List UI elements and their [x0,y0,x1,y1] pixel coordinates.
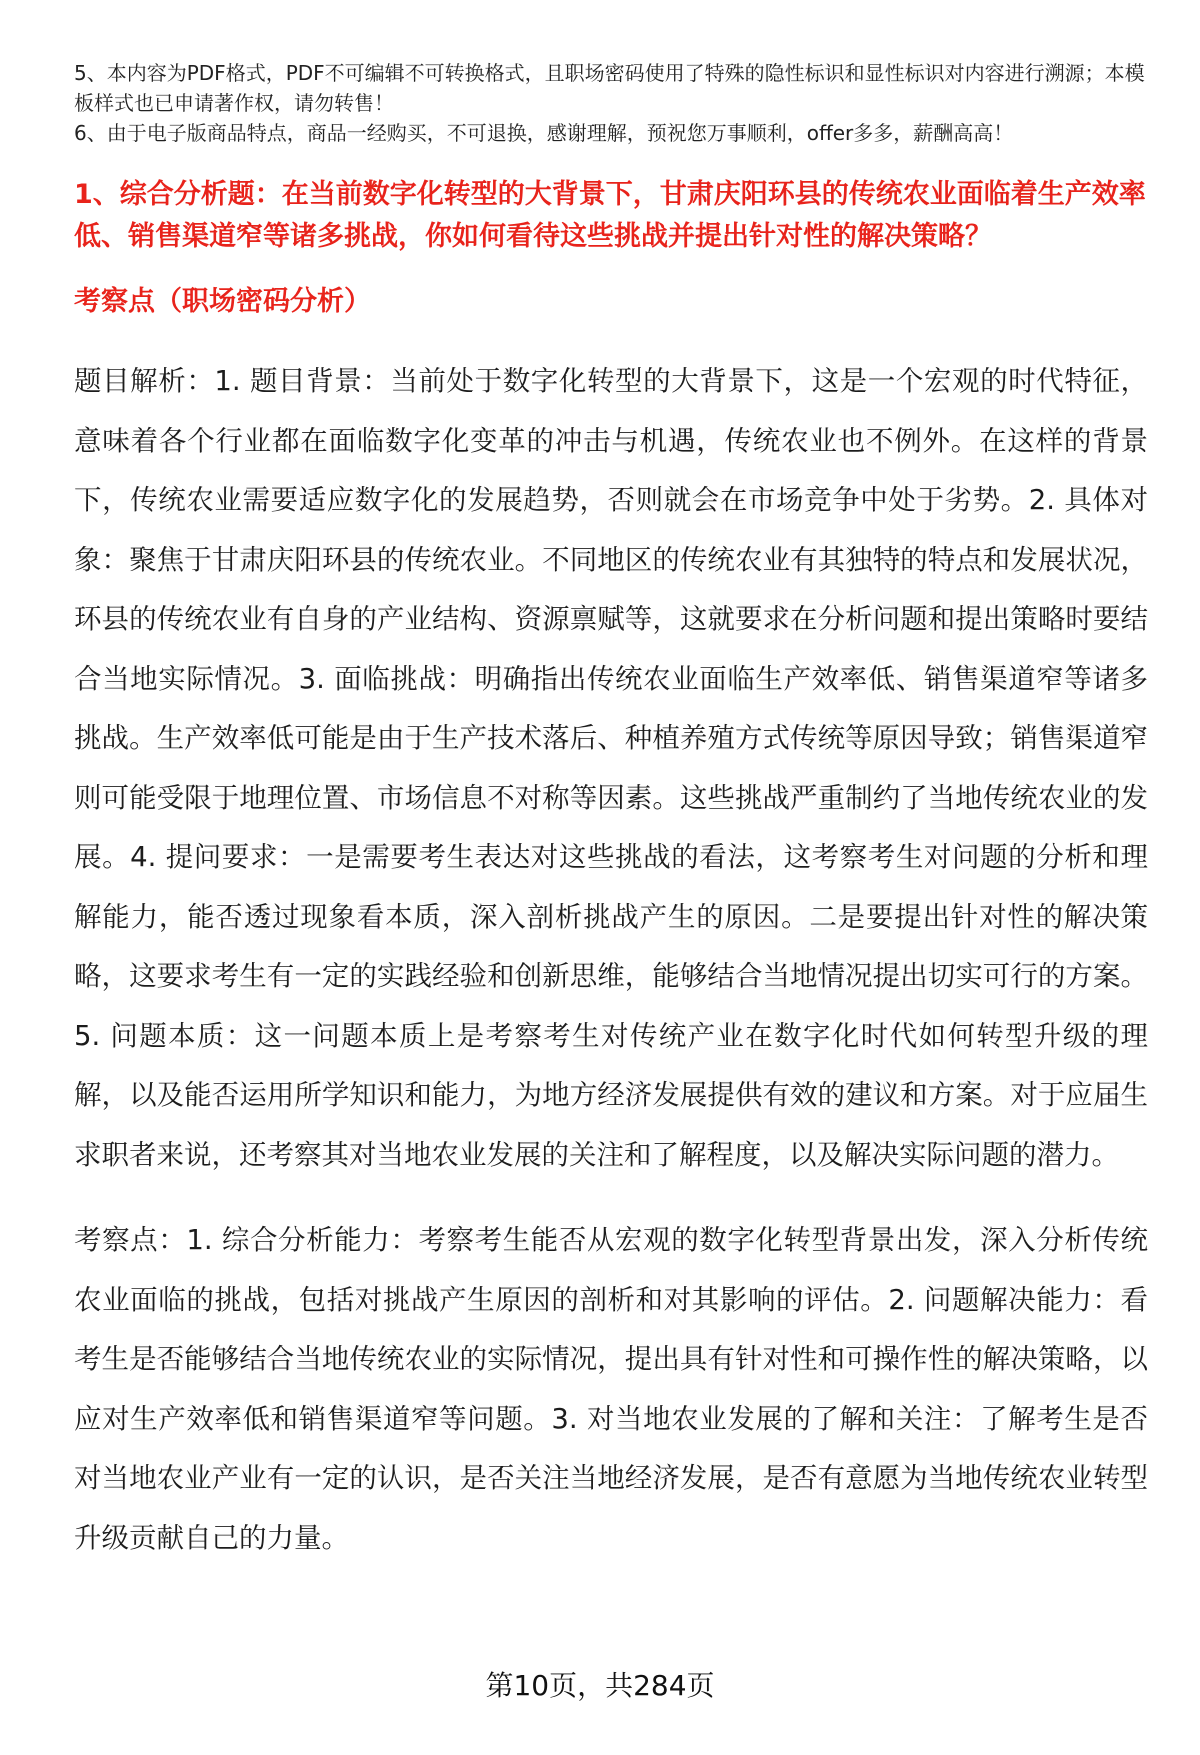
points-paragraph: 考察点：1. 综合分析能力：考察考生能否从宏观的数字化转型背景出发，深入分析传统农业面临的挑战，包括对挑战产生原因的剖析和对其影响的评估。2. 问题解决能力：看考生是否能够结合当地传统农业的实际情况，提出具有针对性和可操作性的解决策略，以应对生产效率低和销售渠道窄等问题。3. 对当地农业发展的了解和关注：了解考生是否对当地农业产业有一定的认识，是否关注当地经济发展，是否有意愿为当地传统农业转型升级贡献自己的力量。 [74,1224,1148,1554]
section-title: 考察点（职场密码分析） [74,286,371,317]
question-heading: 1、综合分析题：在当前数字化转型的大背景下，甘肃庆阳环县的传统农业面临着生产效率低、销售渠道窄等诸多挑战，你如何看待这些挑战并提出针对性的解决策略？ [74,179,1146,252]
analysis-paragraph: 题目解析：1. 题目背景：当前处于数字化转型的大背景下，这是一个宏观的时代特征，意味着各个行业都在面临数字化变革的冲击与机遇，传统农业也不例外。在这样的背景下，传统农业需要适应数字化的发展趋势，否则就会在市场竞争中处于劣势。2. 具体对象：聚焦于甘肃庆阳环县的传统农业。不同地区的传统农业有其独特的特点和发展状况，环县的传统农业有自身的产业结构、资源禀赋等，这就要求在分析问题和提出策略时要结合当地实际情况。3. 面临挑战：明确指出传统农业面临生产效率低、销售渠道窄等诸多挑战。生产效率低可能是由于生产技术落后、种植养殖方式传统等原因导致；销售渠道窄则可能受限于地理位置、市场信息不对称等因素。这些挑战严重制约了当地传统农业的发展。4. 提问要求：一是需要考生表达对这些挑战的看法，这考察考生对问题的分析和理解能力，能否透过现象看本质，深入剖析挑战产生的原因。二是要提出针对性的解决策略，这要求考生有一定的实践经验和创新思维，能够结合当地情况提出切实可行的方案。5. 问题本质：这一问题本质上是考察考生对传统产业在数字化时代如何转型升级的理解，以及能否运用所学知识和能力，为地方经济发展提供有效的建议和方案。对于应届生求职者来说，还考察其对当地农业发展的关注和了解程度，以及解决实际问题的潜力。 [74,365,1148,1171]
page-number: 第10页，共284页 [485,1669,715,1702]
notice-5: 5、本内容为PDF格式，PDF不可编辑不可转换格式，且职场密码使用了特殊的隐性标识和显性标识对内容进行溯源；本模板样式也已申请著作权，请勿转售！ [74,61,1145,115]
notice-6: 6、由于电子版商品特点，商品一经购买，不可退换，感谢理解，预祝您万事顺利，offer多多，薪酬高高！ [74,121,1014,145]
